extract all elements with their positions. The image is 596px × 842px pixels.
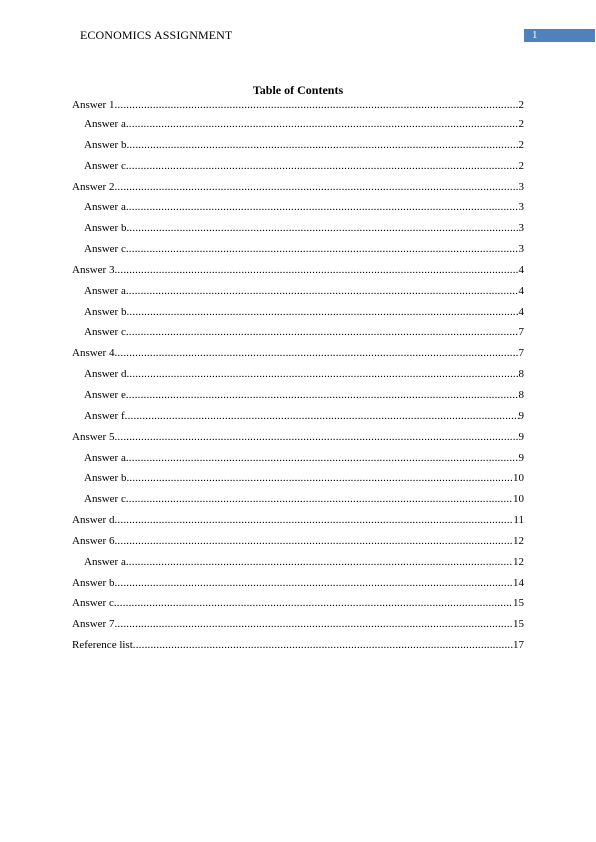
toc-entry-page: 3 [518,180,524,193]
toc-entry-page: 4 [518,284,524,297]
toc-entry-label: Answer a [84,201,126,214]
toc-entry-label: Answer c [84,326,126,339]
toc-entry-label: Answer 2 [72,180,115,193]
toc-entry-page: 7 [518,326,524,339]
toc-entry-label: Reference list [72,639,133,652]
toc-entry-label: Answer e [84,388,126,401]
toc-leader-dots [114,576,513,591]
toc-leader-dots [126,451,519,466]
toc-entry[interactable] [72,430,524,451]
toc-entry[interactable] [72,388,524,409]
toc-entry-page: 3 [518,243,524,256]
toc-entry-label: Answer 3 [72,263,115,276]
toc-entry-label: Answer c [84,243,126,256]
toc-leader-dots [125,409,519,424]
toc-entry-page: 4 [518,263,524,276]
toc-entry-page: 2 [518,118,524,130]
toc-entry[interactable] [72,117,524,138]
toc-entry[interactable] [72,346,524,367]
toc-entry-page: 10 [513,493,524,506]
toc-leader-dots [133,638,513,653]
toc-entry-label: Answer c [84,493,126,506]
table-of-contents [72,98,524,659]
toc-leader-dots [126,471,513,486]
toc-entry[interactable] [72,242,524,263]
toc-entry-page: 7 [518,347,524,360]
toc-entry-page: 14 [513,576,524,589]
header-title: ECONOMICS ASSIGNMENT [80,28,233,42]
toc-entry[interactable] [72,451,524,472]
toc-leader-dots [114,263,518,278]
toc-entry[interactable] [72,617,524,638]
toc-entry-label: Answer a [84,555,126,568]
toc-entry[interactable] [72,200,524,221]
toc-entry[interactable] [72,534,524,555]
toc-leader-dots [114,180,518,195]
toc-leader-dots [126,325,519,340]
toc-leader-dots [126,117,519,132]
toc-entry-label: Answer a [84,284,126,297]
toc-entry-label: Answer b [84,222,127,235]
toc-entry-page: 2 [518,159,524,172]
toc-entry[interactable] [72,325,524,346]
toc-entry[interactable] [72,180,524,201]
toc-entry-page: 12 [513,555,524,568]
toc-entry-page: 17 [513,639,524,652]
toc-entry-page: 3 [518,222,524,235]
toc-leader-dots [114,534,513,549]
toc-entry-label: Answer a [84,118,126,130]
toc-entry-page: 11 [513,514,524,527]
toc-entry[interactable] [72,305,524,326]
toc-entry-label: Answer b [72,576,115,589]
toc-leader-dots [126,555,513,570]
toc-entry[interactable] [72,98,524,117]
toc-entry[interactable] [72,221,524,242]
toc-entry-label: Answer c [72,597,114,610]
toc-leader-dots [114,430,518,445]
toc-entry-label: Answer 1 [72,99,115,111]
toc-leader-dots [126,221,518,236]
toc-leader-dots [126,305,518,320]
toc-leader-dots [126,367,518,382]
toc-entry-page: 15 [513,618,524,631]
toc-entry-page: 12 [513,534,524,547]
page-number-badge: 1 [524,29,595,42]
toc-entry-page: 8 [518,388,524,401]
toc-entry-label: Answer b [84,305,127,318]
toc-entry-page: 9 [518,430,524,443]
toc-entry[interactable] [72,159,524,180]
toc-entry[interactable] [72,555,524,576]
toc-entry-label: Answer 7 [72,618,115,631]
toc-entry[interactable] [72,576,524,597]
toc-entry[interactable] [72,596,524,617]
toc-entry[interactable] [72,638,524,659]
toc-entry-label: Answer 6 [72,534,115,547]
toc-entry-label: Answer 4 [72,347,115,360]
toc-entry-label: Answer d [72,514,115,527]
toc-leader-dots [126,200,519,215]
toc-leader-dots [114,98,518,113]
toc-leader-dots [114,617,513,632]
toc-leader-dots [114,596,513,611]
toc-entry-page: 3 [518,201,524,214]
toc-heading: Table of Contents [252,83,344,97]
toc-entry-page: 9 [518,451,524,464]
toc-entry-page: 9 [518,409,524,422]
toc-entry[interactable] [72,409,524,430]
toc-entry-label: Answer b [84,138,127,151]
toc-leader-dots [126,242,519,257]
toc-entry-page: 2 [518,99,524,111]
toc-entry-page: 2 [518,138,524,151]
toc-entry[interactable] [72,138,524,159]
toc-leader-dots [126,284,519,299]
toc-entry[interactable] [72,263,524,284]
toc-entry-label: Answer b [84,472,127,485]
toc-entry-label: Answer 5 [72,430,115,443]
toc-leader-dots [126,388,519,403]
toc-entry[interactable] [72,471,524,492]
toc-leader-dots [114,346,518,361]
toc-entry-label: Answer a [84,451,126,464]
toc-entry-label: Answer c [84,159,126,172]
toc-entry[interactable] [72,513,524,534]
toc-leader-dots [126,159,519,174]
toc-entry[interactable] [72,284,524,305]
toc-entry[interactable] [72,492,524,513]
toc-entry-page: 10 [513,472,524,485]
toc-leader-dots [126,138,518,153]
toc-entry-page: 15 [513,597,524,610]
toc-entry-label: Answer f [84,409,125,422]
toc-leader-dots [114,513,513,528]
toc-entry-label: Answer d [84,368,127,381]
toc-entry-page: 4 [518,305,524,318]
toc-entry-page: 8 [518,368,524,381]
toc-leader-dots [126,492,513,507]
toc-entry[interactable] [72,367,524,388]
